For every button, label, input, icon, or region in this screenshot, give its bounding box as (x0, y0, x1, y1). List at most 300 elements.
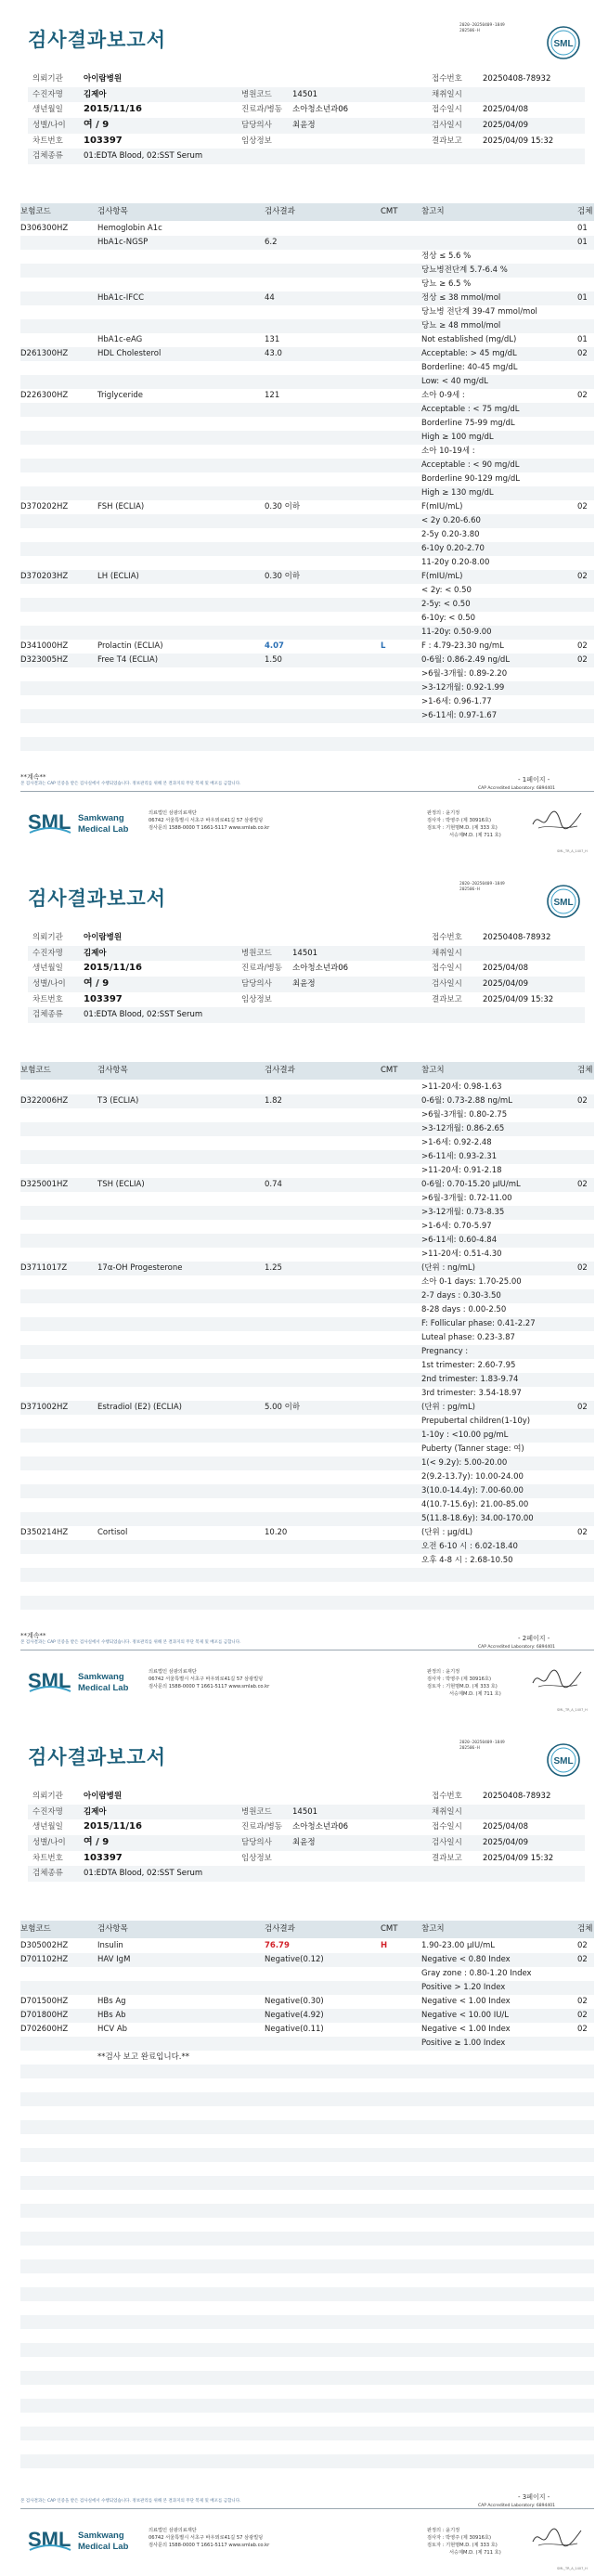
row-reference: 오전 6-10 시 : 6.02-18.40 (421, 1542, 518, 1551)
row-reference: Puberty (Tanner stage: 여) (421, 1444, 524, 1454)
row-test-name: HCV Ab (97, 2025, 128, 2034)
table-row (20, 1429, 594, 1443)
results-table-header: 보험코드 검사항목 검사결과 CMT 참고치 검체 (20, 1062, 594, 1080)
row-test-name: T3 (ECLIA) (97, 1096, 139, 1106)
row-code: D702600HZ (20, 2025, 69, 2034)
row-reference: Low: < 40 mg/dL (421, 377, 488, 386)
specimen-type: 01:EDTA Blood, 02:SST Serum (84, 151, 203, 162)
empty-row (20, 2148, 594, 2162)
row-reference: Negative < 1.00 Index (421, 1997, 511, 2006)
handwritten-signature (529, 1664, 585, 1692)
disclaimer: 본 검사결과는 CAP 인증을 받은 검사실에서 수행되었습니다. 정보관리를 위해 본 결과지의 무단 복제 및 배포를 금합니다. (20, 2499, 241, 2504)
empty-row (20, 723, 594, 737)
samkwang-logo (28, 1663, 149, 1701)
row-reference: 11-20y 0.20-8.00 (421, 558, 490, 567)
row-reference: >1-6세: 0.70-5.97 (421, 1222, 492, 1231)
row-specimen: 02 (577, 1403, 588, 1412)
table-row (20, 431, 594, 445)
empty-row (20, 2176, 594, 2190)
row-test-name: HBs Ag (97, 1997, 126, 2006)
row-code: D3711017Z (20, 1263, 68, 1273)
empty-row (20, 2440, 594, 2454)
table-row (20, 1094, 594, 1108)
row-specimen: 02 (577, 2011, 588, 2020)
table-row (20, 1289, 594, 1303)
row-test-name: HBs Ab (97, 2011, 126, 2020)
barcode-text: 2020-20250409-1849 202506-H (459, 882, 505, 892)
empty-row (20, 2065, 594, 2078)
row-test-name: Free T4 (ECLIA) (97, 655, 159, 665)
row-reference: 2(9.2-13.7y): 10.00-24.00 (421, 1472, 524, 1482)
row-reference: Gray zone : 0.80-1.20 Index (421, 1969, 532, 1978)
barcode-text: 2020-20250409-1849 202506-H (459, 23, 505, 33)
chart-number: 103397 (84, 1852, 123, 1863)
sml-logo (546, 25, 581, 60)
patient-info: 의뢰기관 아이람병원 접수번호 20250408-78932 수진자명 김제아 병원코드 14501 채취일시 생년월일 2015/11/16 진료과/병동 소아청소년과06 접수일시 2025/04/08 성별/나이 여 / 9 담당의사 최윤정 검사일시 2025/04/09 차트번호 103397 임상정보 결과보고 2025/04/09 15:32 검체종류 01:EDTA Blood, 02:SST Serum (28, 71, 585, 164)
row-result: 43.0 (265, 349, 282, 358)
row-test-name: Triglyceride (97, 391, 143, 400)
result-date: 2025/04/09 15:32 (483, 1853, 554, 1863)
row-reference: 0-6월: 0.73-2.88 ng/mL (421, 1096, 512, 1106)
table-row (20, 1122, 594, 1136)
row-code: D701800HZ (20, 2011, 69, 2020)
table-row (20, 333, 594, 347)
empty-row (20, 2315, 594, 2329)
row-reference: >6월-3개월: 0.89-2.20 (421, 669, 508, 679)
receipt-number: 20250408-78932 (483, 1792, 551, 1801)
form-code: SML_TR_A_1407_H (557, 849, 588, 853)
row-reference: F: Follicular phase: 0.41-2.27 (421, 1319, 536, 1328)
department: 소아청소년과06 (292, 105, 349, 115)
row-reference: 당뇨병전단계 5.7-6.4 % (421, 265, 508, 275)
cap-accreditation: CAP Accredited Laboratory: 6894401 (478, 2504, 555, 2508)
institution-name: 아이람병원 (84, 74, 123, 84)
row-reference: 1st trimester: 2.60-7.95 (421, 1361, 516, 1370)
row-specimen: 02 (577, 2025, 588, 2034)
row-reference: >3-12개월: 0.73-8.35 (421, 1208, 505, 1217)
row-reference: Acceptable : < 75 mg/dL (421, 405, 520, 414)
row-reference: 1-10y : <10.00 pg/mL (421, 1430, 509, 1440)
footer-divider (20, 2508, 594, 2509)
patient-name: 김제아 (84, 89, 107, 99)
row-reference: 소아 0-9세 : (421, 391, 465, 400)
row-reference: 당뇨병 전단계 39-47 mmol/mol (421, 307, 537, 317)
department: 소아청소년과06 (292, 1822, 349, 1832)
svg-text:SML: SML (553, 39, 574, 49)
row-reference: 5(11.8-18.6y): 34.00-170.00 (421, 1514, 534, 1523)
department: 소아청소년과06 (292, 964, 349, 974)
empty-row (20, 2120, 594, 2134)
table-row (20, 1248, 594, 1262)
svg-text:SML: SML (553, 1756, 574, 1767)
empty-row (20, 2399, 594, 2413)
row-reference: >6월-3개월: 0.80-2.75 (421, 1110, 508, 1120)
row-code: D350214HZ (20, 1528, 69, 1537)
row-reference: Negative < 1.00 Index (421, 2025, 511, 2034)
empty-row (20, 2287, 594, 2301)
receipt-number: 20250408-78932 (483, 933, 551, 942)
svg-text:SML: SML (28, 2528, 71, 2551)
table-row (20, 1108, 594, 1122)
table-row (20, 556, 594, 570)
row-result: 4.07 (265, 641, 284, 651)
row-result: Negative(0.12) (265, 1955, 324, 1964)
row-specimen: 02 (577, 1997, 588, 2006)
doctor-name: 최윤정 (292, 979, 316, 990)
table-row (20, 1178, 594, 1192)
table-row (20, 459, 594, 472)
row-reference: Negative < 10.00 IU/L (421, 2011, 510, 2020)
disclaimer: 본 검사결과는 CAP 인증을 받은 검사실에서 수행되었습니다. 정보관리를 위해 본 결과지의 무단 복제 및 배포를 금합니다. (20, 782, 241, 786)
row-code: D701500HZ (20, 1997, 69, 2006)
table-row (20, 389, 594, 403)
row-code: D323005HZ (20, 655, 69, 665)
sex-age: 여 / 9 (84, 120, 110, 131)
handwritten-signature (529, 806, 585, 834)
row-result: 5.00 이하 (265, 1403, 301, 1412)
row-specimen: 02 (577, 1180, 588, 1189)
svg-text:Samkwang: Samkwang (78, 813, 124, 823)
row-reference: >6-11세: 0.97-1.67 (421, 711, 498, 720)
empty-row (20, 2343, 594, 2357)
row-test-name: 17α-OH Progesterone (97, 1263, 183, 1273)
row-result: 121 (265, 391, 280, 400)
table-row (20, 445, 594, 459)
row-test-name: LH (ECLIA) (97, 572, 139, 581)
test-date: 2025/04/09 (483, 979, 528, 990)
row-test-name: HbA1c-eAG (97, 335, 143, 344)
empty-row (20, 2413, 594, 2427)
table-row (20, 1981, 594, 1995)
row-reference: Pregnancy : (421, 1347, 469, 1356)
table-row (20, 1206, 594, 1220)
empty-row (20, 2232, 594, 2246)
row-code: D305002HZ (20, 1941, 69, 1950)
row-reference: 8-28 days : 0.00-2.50 (421, 1305, 507, 1314)
footer-divider (20, 791, 594, 792)
empty-row (20, 2385, 594, 2399)
empty-row (20, 2259, 594, 2273)
table-row (20, 222, 594, 236)
empty-row (20, 2106, 594, 2120)
receipt-date: 2025/04/08 (483, 1822, 528, 1832)
row-reference: >11-20세: 0.98-1.63 (421, 1082, 502, 1092)
row-reference: >6월-3개월: 0.72-11.00 (421, 1194, 512, 1203)
results-table (20, 1081, 594, 1619)
row-reference: 3(10.0-14.4y): 7.00-60.00 (421, 1486, 524, 1495)
row-reference: 2-5y 0.20-3.80 (421, 530, 480, 539)
row-result: Negative(0.30) (265, 1997, 324, 2006)
table-row (20, 291, 594, 305)
svg-text:SML: SML (553, 898, 574, 908)
row-reference: >6-11세: 0.93-2.31 (421, 1152, 498, 1161)
row-reference: Borderline 75-99 mg/dL (421, 419, 515, 428)
row-result: 1.25 (265, 1263, 282, 1273)
row-reference: >1-6세: 0.92-2.48 (421, 1138, 492, 1147)
cap-accreditation: CAP Accredited Laboratory: 6894401 (478, 1645, 555, 1650)
doctor-name: 최윤정 (292, 121, 316, 131)
table-row (20, 347, 594, 361)
row-reference: F(mIU/mL) (421, 572, 463, 581)
table-row (20, 319, 594, 333)
empty-row (20, 2273, 594, 2287)
row-result: Negative(4.92) (265, 2011, 324, 2020)
row-code: D325001HZ (20, 1180, 69, 1189)
row-reference: 2-5y: < 0.50 (421, 600, 471, 609)
birth-date: 2015/11/16 (84, 1821, 142, 1832)
row-code: D370203HZ (20, 572, 69, 581)
row-specimen: 02 (577, 655, 588, 665)
row-reference: >11-20세: 0.91-2.18 (421, 1166, 502, 1175)
empty-row (20, 1596, 594, 1610)
row-specimen: 02 (577, 502, 588, 511)
table-row (20, 528, 594, 542)
lab-address: 의료법인 삼광의료재단 06742 서울특별시 서초구 바우뫼로41길 57 삼광빌딩 검사문의 1588-0000 T 1661-5117 www.smlab.co.kr (149, 2528, 270, 2548)
empty-row (20, 1568, 594, 1582)
table-row (20, 1373, 594, 1387)
row-reference: 1.90-23.00 μIU/mL (421, 1941, 496, 1950)
row-code: D370202HZ (20, 502, 69, 511)
empty-row (20, 2204, 594, 2218)
row-reference: High ≥ 100 mg/dL (421, 433, 494, 442)
svg-text:Medical Lab: Medical Lab (78, 824, 129, 835)
table-row (20, 1953, 594, 1967)
empty-row (20, 2162, 594, 2176)
institution-name: 아이람병원 (84, 933, 123, 942)
institution-name: 아이람병원 (84, 1792, 123, 1801)
table-row (20, 2051, 594, 2065)
samkwang-logo (28, 805, 149, 842)
row-test-name: Cortisol (97, 1528, 128, 1537)
table-row (20, 1345, 594, 1359)
table-row (20, 1470, 594, 1484)
lab-address: 의료법인 삼광의료재단 06742 서울특별시 서초구 바우뫼로41길 57 삼광빌딩 검사문의 1588-0000 T 1661-5117 www.smlab.co.kr (149, 1669, 270, 1689)
table-row (20, 612, 594, 626)
receipt-date: 2025/04/08 (483, 964, 528, 974)
empty-row (20, 2454, 594, 2468)
chart-number: 103397 (84, 135, 123, 146)
hospital-code: 14501 (292, 89, 318, 99)
results-table-header: 보험코드 검사항목 검사결과 CMT 참고치 검체 (20, 1921, 594, 1938)
table-row (20, 1192, 594, 1206)
table-row (20, 1995, 594, 2009)
empty-row (20, 2246, 594, 2259)
specimen-type: 01:EDTA Blood, 02:SST Serum (84, 1869, 203, 1879)
row-code: D701102HZ (20, 1955, 69, 1964)
table-row (20, 681, 594, 695)
patient-info: 의뢰기관 아이람병원 접수번호 20250408-78932 수진자명 김제아 병원코드 14501 채취일시 생년월일 2015/11/16 진료과/병동 소아청소년과06 접수일시 2025/04/08 성별/나이 여 / 9 담당의사 최윤정 검사일시 2025/04/09 차트번호 103397 임상정보 결과보고 2025/04/09 15:32 검체종류 01:EDTA Blood, 02:SST Serum (28, 1789, 585, 1882)
table-row (20, 1220, 594, 1234)
receipt-number: 20250408-78932 (483, 74, 551, 84)
table-row (20, 1939, 594, 1953)
table-row (20, 1967, 594, 1981)
table-row (20, 709, 594, 723)
doctor-name: 최윤정 (292, 1838, 316, 1848)
row-result: 1.50 (265, 655, 282, 665)
table-row (20, 542, 594, 556)
row-result: 1.82 (265, 1096, 282, 1106)
cap-accreditation: CAP Accredited Laboratory: 6894401 (478, 786, 555, 791)
table-row (20, 1136, 594, 1150)
row-test-name: Hemoglobin A1c (97, 224, 162, 233)
row-reference: >1-6세: 0.96-1.77 (421, 697, 492, 706)
table-row (20, 570, 594, 584)
table-row (20, 654, 594, 667)
row-specimen: 02 (577, 641, 588, 651)
svg-text:Medical Lab: Medical Lab (78, 1683, 129, 1693)
row-reference: (단위 : ng/mL) (421, 1263, 475, 1273)
row-code: D341000HZ (20, 641, 69, 651)
result-date: 2025/04/09 15:32 (483, 994, 554, 1004)
results-table (20, 1939, 594, 2478)
table-row (20, 1359, 594, 1373)
birth-date: 2015/11/16 (84, 963, 142, 974)
empty-row (20, 737, 594, 751)
table-row (20, 500, 594, 514)
row-reference: 오후 4-8 시 : 2.68-10.50 (421, 1556, 513, 1565)
samkwang-logo (28, 2522, 149, 2559)
table-row (20, 403, 594, 417)
table-row (20, 695, 594, 709)
chart-number: 103397 (84, 993, 123, 1004)
disclaimer: 본 검사결과는 CAP 인증을 받은 검사실에서 수행되었습니다. 정보관리를 위해 본 결과지의 무단 복제 및 배포를 금합니다. (20, 1640, 241, 1645)
hospital-code: 14501 (292, 948, 318, 958)
signatories: 판정의 : 윤기정 검사자 : 박영주 (제 30916호) 검토자 : 기현명M.D. (제 333 호) 서승제M.D. (제 711 호) (427, 2528, 501, 2556)
row-code: D371002HZ (20, 1403, 69, 1412)
signatories: 판정의 : 윤기정 검사자 : 박영주 (제 30916호) 검토자 : 기현명M.D. (제 333 호) 서승제M.D. (제 711 호) (427, 1669, 501, 1697)
table-row (20, 1484, 594, 1498)
row-reference: (단위 : μg/dL) (421, 1528, 473, 1537)
table-row (20, 1275, 594, 1289)
row-specimen: 02 (577, 1941, 588, 1950)
table-row (20, 1317, 594, 1331)
row-reference: Acceptable : < 90 mg/dL (421, 460, 520, 470)
empty-row (20, 2092, 594, 2106)
table-row (20, 250, 594, 264)
table-row (20, 305, 594, 319)
row-reference: Borderline 90-129 mg/dL (421, 474, 521, 484)
row-reference: 당뇨 ≥ 48 mmol/mol (421, 321, 501, 330)
row-result: 131 (265, 335, 280, 344)
row-test-name: Prolactin (ECLIA) (97, 641, 163, 651)
row-specimen: 02 (577, 1955, 588, 1964)
row-test-name: HAV IgM (97, 1955, 131, 1964)
row-reference: Positive ≥ 1.00 Index (421, 2039, 506, 2048)
row-test-name: HbA1c-NGSP (97, 238, 149, 247)
table-row (20, 584, 594, 598)
page-number: - 3페이지 - (518, 2493, 550, 2501)
svg-text:Samkwang: Samkwang (78, 1672, 124, 1682)
empty-row (20, 2301, 594, 2315)
patient-info: 의뢰기관 아이람병원 접수번호 20250408-78932 수진자명 김제아 병원코드 14501 채취일시 생년월일 2015/11/16 진료과/병동 소아청소년과06 접수일시 2025/04/08 성별/나이 여 / 9 담당의사 최윤정 검사일시 2025/04/09 차트번호 103397 임상정보 결과보고 2025/04/09 15:32 검체종류 01:EDTA Blood, 02:SST Serum (28, 930, 585, 1023)
row-test-name: FSH (ECLIA) (97, 502, 145, 511)
table-row (20, 626, 594, 640)
row-result: 0.30 이하 (265, 502, 301, 511)
row-reference: High ≥ 130 mg/dL (421, 488, 494, 498)
row-reference: Luteal phase: 0.23-3.87 (421, 1333, 515, 1342)
row-specimen: 02 (577, 1263, 588, 1273)
row-specimen: 02 (577, 1096, 588, 1106)
row-test-name: Estradiol (E2) (ECLIA) (97, 1403, 182, 1412)
report-page (0, 859, 608, 1717)
row-reference: 11-20y: 0.50-9.00 (421, 628, 492, 637)
row-reference: 소아 10-19세 : (421, 447, 475, 456)
row-specimen: 01 (577, 224, 588, 233)
row-reference: 정상 ≤ 38 mmol/mol (421, 293, 501, 303)
form-code: SML_TR_A_1407_H (557, 1708, 588, 1712)
receipt-date: 2025/04/08 (483, 105, 528, 115)
table-row (20, 1526, 594, 1540)
row-reference: >3-12개월: 0.86-2.65 (421, 1124, 505, 1133)
table-row (20, 1164, 594, 1178)
table-row (20, 640, 594, 654)
row-specimen: 02 (577, 391, 588, 400)
row-reference: Not established (mg/dL) (421, 335, 517, 344)
table-row (20, 1540, 594, 1554)
table-row (20, 1234, 594, 1248)
results-table-header: 보험코드 검사항목 검사결과 CMT 참고치 검체 (20, 203, 594, 221)
row-result: 44 (265, 293, 275, 303)
row-code: D261300HZ (20, 349, 69, 358)
row-test-name: HbA1c-IFCC (97, 293, 145, 303)
hospital-code: 14501 (292, 1806, 318, 1817)
row-reference: >3-12개월: 0.92-1.99 (421, 683, 505, 693)
table-row (20, 1303, 594, 1317)
table-row (20, 361, 594, 375)
row-result: 10.20 (265, 1528, 288, 1537)
row-code: D306300HZ (20, 224, 69, 233)
report-title: 검사결과보고서 (28, 887, 167, 910)
row-specimen: 01 (577, 238, 588, 247)
patient-name: 김제아 (84, 948, 107, 958)
table-row (20, 1081, 594, 1094)
table-row (20, 514, 594, 528)
table-row (20, 278, 594, 291)
row-test-name: HDL Cholesterol (97, 349, 162, 358)
report-title: 검사결과보고서 (28, 1746, 167, 1768)
empty-row (20, 2371, 594, 2385)
row-test-name: Insulin (97, 1941, 123, 1950)
report-page (0, 1717, 608, 2576)
empty-row (20, 2218, 594, 2232)
table-row (20, 375, 594, 389)
empty-row (20, 2078, 594, 2092)
row-reference: 6-10y: < 0.50 (421, 614, 476, 623)
test-date: 2025/04/09 (483, 121, 528, 131)
table-row (20, 1415, 594, 1429)
row-result: 0.74 (265, 1180, 282, 1189)
row-reference: F : 4.79-23.30 ng/mL (421, 641, 504, 651)
table-row (20, 1554, 594, 1568)
row-reference: Positive > 1.20 Index (421, 1983, 506, 1992)
table-row (20, 1401, 594, 1415)
row-reference: < 2y: < 0.50 (421, 586, 472, 595)
row-reference: 6-10y 0.20-2.70 (421, 544, 485, 553)
svg-text:Medical Lab: Medical Lab (78, 2542, 129, 2552)
patient-name: 김제아 (84, 1806, 107, 1817)
table-row (20, 1387, 594, 1401)
row-reference: 0-6월: 0.70-15.20 μIU/mL (421, 1180, 521, 1189)
empty-row (20, 2134, 594, 2148)
svg-text:Samkwang: Samkwang (78, 2531, 124, 2541)
table-row (20, 1456, 594, 1470)
table-row (20, 236, 594, 250)
sml-logo (546, 1742, 581, 1778)
row-reference: Borderline: 40-45 mg/dL (421, 363, 518, 372)
row-reference: 소아 0-1 days: 1.70-25.00 (421, 1277, 522, 1287)
row-reference: 1(< 9.2y): 5.00-20.00 (421, 1458, 508, 1468)
row-reference: 2-7 days : 0.30-3.50 (421, 1291, 501, 1301)
